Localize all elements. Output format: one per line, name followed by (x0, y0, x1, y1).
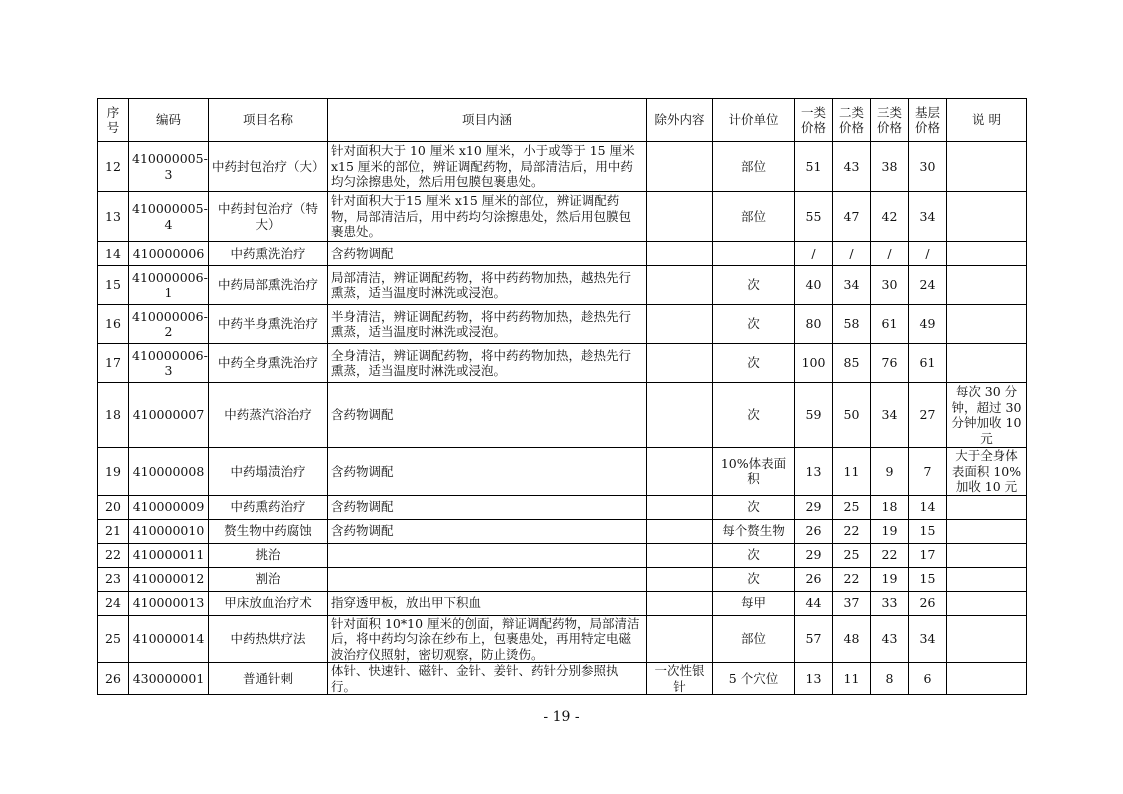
row-exclusion (647, 448, 713, 496)
row-price-class2: 25 (833, 543, 871, 567)
row-price-class3: 18 (871, 495, 909, 519)
row-price-class3: 9 (871, 448, 909, 496)
row-note (947, 615, 1027, 663)
row-note (947, 543, 1027, 567)
row-content: 含药物调配 (328, 242, 647, 266)
table-row (98, 495, 1027, 519)
row-price-base: 24 (909, 266, 947, 305)
row-note (947, 142, 1027, 192)
row-code: 410000005-3 (129, 142, 209, 192)
table-row (98, 383, 1027, 448)
row-note: 大于全身体表面积 10%加收 10 元 (947, 448, 1027, 496)
row-unit: 次 (713, 567, 795, 591)
table-row (98, 242, 1027, 266)
row-content: 针对面积大于 10 厘米 x10 厘米，小于或等于 15 厘米x15 厘米的部位，辨证调配药物，局部清洁后，用中药均匀涂擦患处，然后用包膜包裹患处。 (328, 142, 647, 192)
header-unit: 计价单位 (713, 99, 795, 142)
row-code: 410000005-4 (129, 192, 209, 242)
row-seq: 14 (98, 242, 129, 266)
row-exclusion: 一次性银针 (647, 663, 713, 695)
row-unit: 部位 (713, 142, 795, 192)
header-content: 项目内涵 (328, 99, 647, 142)
row-seq: 23 (98, 567, 129, 591)
row-name: 中药熏洗治疗 (209, 242, 328, 266)
row-seq: 26 (98, 663, 129, 695)
row-unit: 次 (713, 495, 795, 519)
row-note (947, 344, 1027, 383)
row-code: 410000010 (129, 519, 209, 543)
row-price-class2: / (833, 242, 871, 266)
row-seq: 22 (98, 543, 129, 567)
header-seq: 序号 (98, 99, 129, 142)
row-price-class1: 59 (795, 383, 833, 448)
row-content: 含药物调配 (328, 495, 647, 519)
row-name: 中药熏药治疗 (209, 495, 328, 519)
row-seq: 24 (98, 591, 129, 615)
row-note (947, 519, 1027, 543)
row-unit: 次 (713, 543, 795, 567)
row-name: 赘生物中药腐蚀 (209, 519, 328, 543)
table-row (98, 615, 1027, 663)
row-code: 430000001 (129, 663, 209, 695)
header-price-base: 基层价格 (909, 99, 947, 142)
header-exclusion: 除外内容 (647, 99, 713, 142)
row-price-class2: 22 (833, 567, 871, 591)
row-name: 中药封包治疗（大） (209, 142, 328, 192)
table-row (98, 142, 1027, 192)
row-exclusion (647, 305, 713, 344)
row-code: 410000008 (129, 448, 209, 496)
row-code: 410000009 (129, 495, 209, 519)
row-price-class2: 34 (833, 266, 871, 305)
row-note (947, 591, 1027, 615)
row-content: 针对面积大于15 厘米 x15 厘米的部位，辨证调配药物，局部清洁后，用中药均匀涂擦患处，然后用包膜包裹患处。 (328, 192, 647, 242)
row-price-class3: 30 (871, 266, 909, 305)
row-content: 含药物调配 (328, 383, 647, 448)
row-content: 全身清洁，辨证调配药物，将中药药物加热，趁热先行熏蒸，适当温度时淋洗或浸泡。 (328, 344, 647, 383)
row-unit: 10%体表面积 (713, 448, 795, 496)
row-name: 中药全身熏洗治疗 (209, 344, 328, 383)
row-price-base: / (909, 242, 947, 266)
row-price-class3: 34 (871, 383, 909, 448)
row-price-base: 7 (909, 448, 947, 496)
row-price-class1: 100 (795, 344, 833, 383)
row-price-class1: 26 (795, 567, 833, 591)
row-price-class1: 57 (795, 615, 833, 663)
row-exclusion (647, 495, 713, 519)
row-unit: 每个赘生物 (713, 519, 795, 543)
table-row (98, 192, 1027, 242)
row-name: 中药半身熏洗治疗 (209, 305, 328, 344)
header-name: 项目名称 (209, 99, 328, 142)
row-name: 割治 (209, 567, 328, 591)
row-note (947, 305, 1027, 344)
row-name: 甲床放血治疗术 (209, 591, 328, 615)
row-exclusion (647, 567, 713, 591)
row-content: 体针、快速针、磁针、金针、姜针、药针分别参照执行。 (328, 663, 647, 695)
row-code: 410000006-2 (129, 305, 209, 344)
row-name: 中药蒸汽浴治疗 (209, 383, 328, 448)
row-price-class1: 13 (795, 448, 833, 496)
page-number: - 19 - (543, 709, 580, 725)
row-price-class2: 47 (833, 192, 871, 242)
row-price-base: 27 (909, 383, 947, 448)
row-price-class1: 51 (795, 142, 833, 192)
row-exclusion (647, 142, 713, 192)
row-price-class3: 76 (871, 344, 909, 383)
row-content: 局部清洁，辨证调配药物，将中药药物加热，越热先行熏蒸，适当温度时淋洗或浸泡。 (328, 266, 647, 305)
table-row (98, 567, 1027, 591)
row-note (947, 495, 1027, 519)
row-price-class1: 44 (795, 591, 833, 615)
row-content: 针对面积 10*10 厘米的创面，辩证调配药物，局部清洁后，将中药均匀涂在纱布上，包裹患处，再用特定电磁波治疗仪照射，密切观察，防止烫伤。 (328, 615, 647, 663)
row-content: 指穿透甲板，放出甲下积血 (328, 591, 647, 615)
row-content: 含药物调配 (328, 448, 647, 496)
row-price-base: 15 (909, 519, 947, 543)
row-content: 含药物调配 (328, 519, 647, 543)
row-price-class1: / (795, 242, 833, 266)
row-exclusion (647, 344, 713, 383)
row-price-class3: 8 (871, 663, 909, 695)
row-unit: 部位 (713, 615, 795, 663)
row-code: 410000006 (129, 242, 209, 266)
row-note (947, 242, 1027, 266)
row-price-base: 17 (909, 543, 947, 567)
row-price-base: 15 (909, 567, 947, 591)
row-code: 410000006-1 (129, 266, 209, 305)
row-name: 普通针刺 (209, 663, 328, 695)
row-exclusion (647, 519, 713, 543)
row-price-class2: 43 (833, 142, 871, 192)
row-seq: 19 (98, 448, 129, 496)
row-code: 410000013 (129, 591, 209, 615)
row-unit: 次 (713, 305, 795, 344)
row-price-class1: 29 (795, 495, 833, 519)
row-seq: 21 (98, 519, 129, 543)
row-price-class3: 38 (871, 142, 909, 192)
row-price-base: 34 (909, 615, 947, 663)
row-exclusion (647, 615, 713, 663)
row-unit: 次 (713, 383, 795, 448)
row-price-class1: 29 (795, 543, 833, 567)
row-price-class3: 19 (871, 519, 909, 543)
row-exclusion (647, 591, 713, 615)
row-seq: 18 (98, 383, 129, 448)
row-content (328, 567, 647, 591)
header-code: 编码 (129, 99, 209, 142)
row-unit: 部位 (713, 192, 795, 242)
row-name: 中药局部熏洗治疗 (209, 266, 328, 305)
row-price-base: 49 (909, 305, 947, 344)
table-row (98, 448, 1027, 496)
row-seq: 17 (98, 344, 129, 383)
row-note (947, 266, 1027, 305)
header-note: 说 明 (947, 99, 1027, 142)
row-price-class3: 19 (871, 567, 909, 591)
table-row (98, 591, 1027, 615)
row-exclusion (647, 543, 713, 567)
row-unit: 5 个穴位 (713, 663, 795, 695)
row-exclusion (647, 266, 713, 305)
row-price-class3: 22 (871, 543, 909, 567)
row-exclusion (647, 242, 713, 266)
table-row (98, 519, 1027, 543)
row-exclusion (647, 192, 713, 242)
price-table (97, 98, 1027, 695)
row-price-class2: 85 (833, 344, 871, 383)
row-price-base: 61 (909, 344, 947, 383)
row-content: 半身清洁，辨证调配药物，将中药药物加热，趁热先行熏蒸，适当温度时淋洗或浸泡。 (328, 305, 647, 344)
row-note (947, 567, 1027, 591)
row-price-class2: 58 (833, 305, 871, 344)
row-price-class2: 25 (833, 495, 871, 519)
row-price-class2: 37 (833, 591, 871, 615)
table-row (98, 305, 1027, 344)
row-name: 中药封包治疗（特大） (209, 192, 328, 242)
row-price-class3: 33 (871, 591, 909, 615)
row-price-class3: 42 (871, 192, 909, 242)
row-code: 410000012 (129, 567, 209, 591)
table-row (98, 344, 1027, 383)
row-price-base: 14 (909, 495, 947, 519)
row-name: 挑治 (209, 543, 328, 567)
row-unit: 次 (713, 266, 795, 305)
table-row (98, 266, 1027, 305)
row-unit: 次 (713, 344, 795, 383)
row-unit (713, 242, 795, 266)
row-price-class1: 40 (795, 266, 833, 305)
table-row (98, 663, 1027, 695)
row-note (947, 192, 1027, 242)
row-price-class1: 13 (795, 663, 833, 695)
row-price-class3: 43 (871, 615, 909, 663)
row-code: 410000014 (129, 615, 209, 663)
row-name: 中药热烘疗法 (209, 615, 328, 663)
row-price-class2: 11 (833, 663, 871, 695)
row-seq: 12 (98, 142, 129, 192)
row-code: 410000006-3 (129, 344, 209, 383)
row-price-class2: 50 (833, 383, 871, 448)
table-row (98, 543, 1027, 567)
row-seq: 20 (98, 495, 129, 519)
row-note (947, 663, 1027, 695)
row-seq: 16 (98, 305, 129, 344)
row-price-class2: 22 (833, 519, 871, 543)
row-price-class2: 48 (833, 615, 871, 663)
header-price-class3: 三类价格 (871, 99, 909, 142)
row-price-class1: 55 (795, 192, 833, 242)
row-code: 410000011 (129, 543, 209, 567)
row-content (328, 543, 647, 567)
row-price-class2: 11 (833, 448, 871, 496)
row-price-base: 26 (909, 591, 947, 615)
row-unit: 每甲 (713, 591, 795, 615)
header-price-class2: 二类价格 (833, 99, 871, 142)
table-header-row (98, 99, 1027, 142)
row-price-class1: 80 (795, 305, 833, 344)
row-seq: 15 (98, 266, 129, 305)
row-price-class3: / (871, 242, 909, 266)
row-seq: 25 (98, 615, 129, 663)
row-code: 410000007 (129, 383, 209, 448)
row-price-base: 30 (909, 142, 947, 192)
header-price-class1: 一类价格 (795, 99, 833, 142)
row-seq: 13 (98, 192, 129, 242)
row-price-class3: 61 (871, 305, 909, 344)
row-price-base: 34 (909, 192, 947, 242)
row-note: 每次 30 分钟，超过 30 分钟加收 10 元 (947, 383, 1027, 448)
row-price-class1: 26 (795, 519, 833, 543)
row-price-base: 6 (909, 663, 947, 695)
row-name: 中药塌渍治疗 (209, 448, 328, 496)
row-exclusion (647, 383, 713, 448)
